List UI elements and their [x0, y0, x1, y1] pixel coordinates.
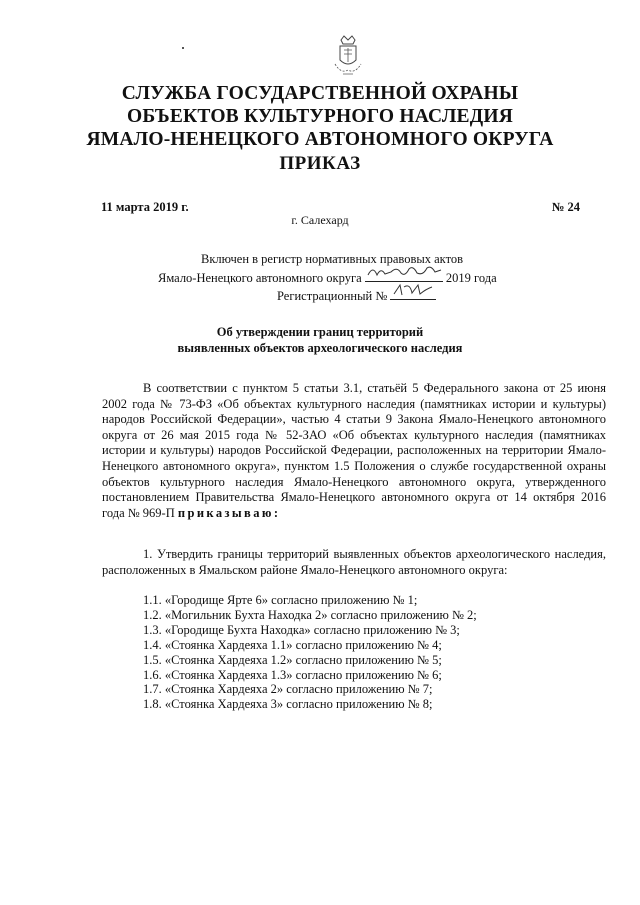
agency-line: ОБЪЕКТОВ КУЛЬТУРНОГО НАСЛЕДИЯ [126, 106, 514, 127]
registration-line [277, 287, 436, 305]
subject-line: Об утверждении границ территорий [216, 325, 424, 339]
subitem-list [143, 593, 477, 712]
agency-line: СЛУЖБА ГОСУДАРСТВЕННОЙ ОХРАНЫ [121, 83, 519, 104]
registration-region: Ямало-Ненецкого автономного округа [158, 271, 362, 285]
coat-of-arms-icon [331, 34, 365, 78]
agency-name [0, 82, 640, 151]
list-item: 1.2. «Могильник Бухта Находка 2» согласно приложению № 2; [143, 607, 477, 622]
document-number: № 24 [551, 200, 580, 214]
list-item: 1.8. «Стоянка Хардеяха 3» согласно приложению № 8; [143, 697, 433, 712]
scan-speck [182, 47, 184, 49]
agency-line: ЯМАЛО-НЕНЕЦКОГО АВТОНОМНОГО ОКРУГА [86, 129, 554, 150]
registration-line [158, 269, 497, 287]
order-item-1: 1. Утвердить границы территорий выявленных объектов археологического наследия, расположенных в Ямальском районе Ямало-Ненецкого автономного округа: [102, 547, 606, 577]
list-item: 1.3. «Городище Бухта Находка» согласно приложению № 3; [143, 622, 460, 637]
registration-number-label: Регистрационный № [277, 289, 388, 303]
list-item: 1.4. «Стоянка Хардеяха 1.1» согласно приложению № 4; [143, 637, 442, 652]
list-item: 1.7. «Стоянка Хардеяха 2» согласно приложению № 7; [143, 682, 433, 697]
document-city: г. Салехард [291, 213, 349, 227]
document-subject [0, 324, 640, 356]
handwritten-number-signature [390, 287, 436, 300]
list-item: 1.1. «Городище Ярте 6» согласно приложению № 1; [143, 593, 418, 607]
list-item: 1.5. «Стоянка Хардеяха 1.2» согласно приложению № 5; [143, 652, 442, 667]
order-word: приказываю: [177, 505, 281, 520]
registration-year: 2019 года [445, 271, 497, 285]
preamble-paragraph [102, 381, 606, 521]
registration-line: Включен в регистр нормативных правовых актов [201, 252, 464, 266]
subject-line: выявленных объектов археологического наследия [177, 341, 463, 355]
document-date: 11 марта 2019 г. [101, 200, 189, 214]
document-type: ПРИКАЗ [279, 153, 361, 174]
list-item: 1.6. «Стоянка Хардеяха 1.3» согласно приложению № 6; [143, 667, 442, 682]
preamble-text: В соответствии с пунктом 5 статьи 3.1, статьёй 5 Федерального закона от 25 июня 2002 года № 73-ФЗ «Об объектах культурного наследия (памятниках истории и культуры) народов Российской Федерации», частью 4 статьи 9 Закона Ямало-Ненецкого автономного округа от 26 мая 2015 года № 52-ЗАО «Об объектах культурного наследия (памятниках истории и культуры) народов Российской Федерации, расположенных на территории Ямало-Ненецкого автономного округа», пунктом 1.5 Положения о службе государственной охраны объектов культурного наследия Ямало-Ненецкого автономного округа, утвержденного постановлением Правительства Ямало-Ненецкого автономного округа от 14 октября 2016 года № 969-П [102, 381, 606, 520]
